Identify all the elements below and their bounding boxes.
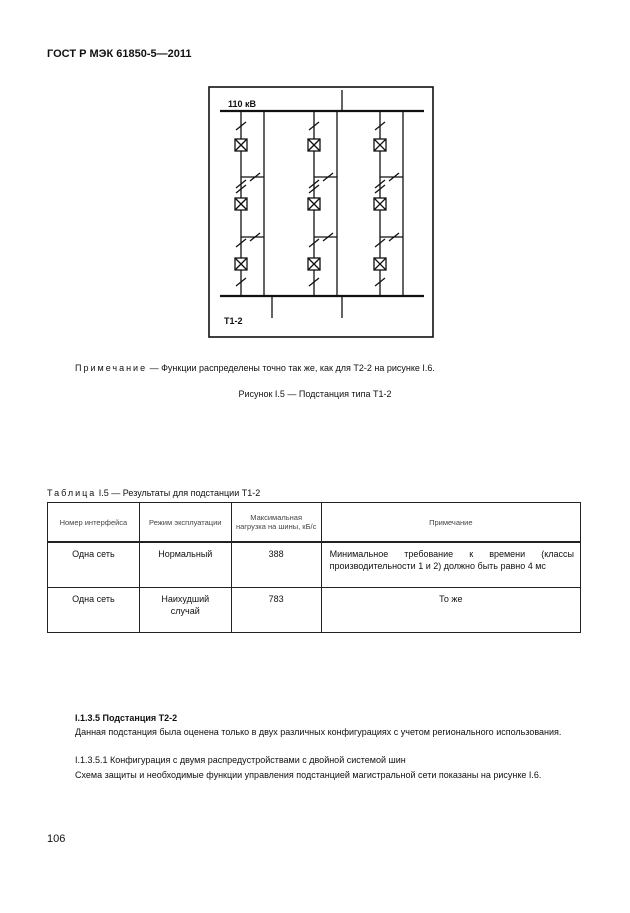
page-number: 106 — [47, 833, 66, 845]
subsection-heading: I.1.3.5.1 Конфигурация с двумя распредустройствами с двойной системой шин — [75, 755, 406, 765]
bus-voltage-label: 110 кВ — [228, 99, 257, 109]
document-header: ГОСТ Р МЭК 61850-5—2011 — [47, 48, 192, 60]
note-text: — Функции распределены точно так же, как для Т2-2 на рисунке I.6. — [147, 363, 435, 373]
note-word: Примечание — [75, 363, 148, 373]
results-table — [47, 502, 581, 633]
substation-type-label: Т1-2 — [224, 316, 243, 326]
table-row — [48, 588, 581, 633]
table-title-word: Таблица — [47, 488, 97, 498]
column-header: Режим эксплуатации — [139, 503, 231, 543]
table-cell: То же — [321, 588, 580, 633]
feeder-bays — [235, 111, 403, 296]
body-paragraph: Данная подстанция была оценена только в двух различных конфигурациях с учетом регионального использования. — [75, 727, 562, 737]
table-row — [48, 542, 581, 588]
table-title — [47, 488, 260, 498]
table-title-rest: I.5 — Результаты для подстанции Т1-2 — [96, 488, 261, 498]
figure-caption: Рисунок I.5 — Подстанция типа Т1-2 — [238, 389, 392, 399]
table-cell: 388 — [231, 542, 321, 588]
table-cell: Наихудший случай — [139, 588, 231, 633]
table-cell: Одна сеть — [48, 542, 140, 588]
column-header: Максимальная нагрузка на шины, кБ/с — [231, 503, 321, 543]
column-header: Примечание — [321, 503, 580, 543]
column-header: Номер интерфейса — [48, 503, 140, 543]
substation-diagram — [208, 86, 434, 338]
table-cell: Нормальный — [139, 542, 231, 588]
table-cell: Минимальное требование к времени (классы производительности 1 и 2) должно быть равно 4 мс — [321, 542, 580, 588]
figure-note — [75, 363, 435, 373]
table-cell: 783 — [231, 588, 321, 633]
body-paragraph: Схема защиты и необходимые функции управления подстанцией магистральной сети показаны на рисунке I.6. — [75, 770, 542, 780]
table-cell: Одна сеть — [48, 588, 140, 633]
section-heading: I.1.3.5 Подстанция Т2-2 — [75, 713, 178, 723]
table-header-row — [48, 503, 581, 543]
